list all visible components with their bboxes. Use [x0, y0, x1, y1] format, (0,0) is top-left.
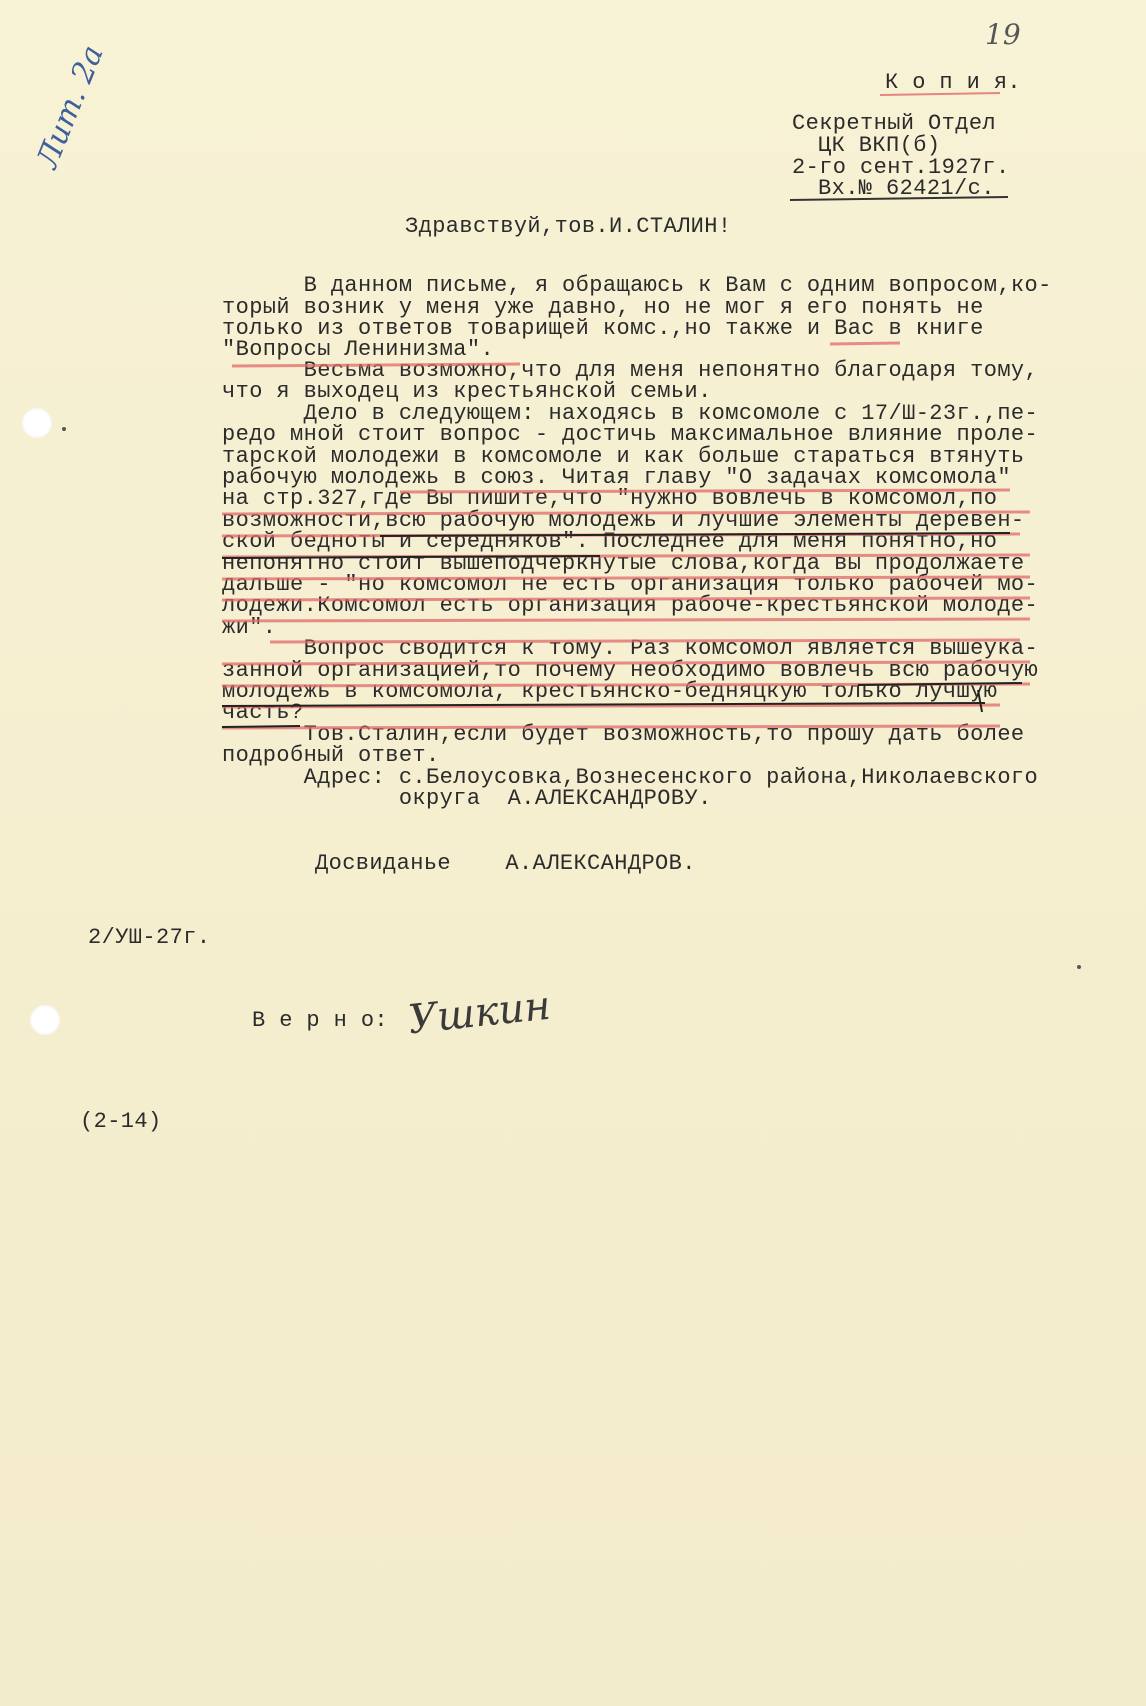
body-line: ской бедноты и середняков". Последнее для меня понятно,но [222, 529, 998, 554]
body-line: дальше - "но комсомол не есть организация только рабочей мо- [222, 572, 1039, 597]
punch-hole-bottom [30, 1005, 60, 1035]
page-number: 19 [985, 18, 1021, 51]
body-line: Тов.Сталин,если будет возможность,то прошу дать более [222, 722, 1025, 747]
red-underline [830, 343, 900, 344]
body-line: Адрес: с.Белоусовка,Вознесенского района,Николаевского [222, 765, 1039, 790]
body-line: жи". [222, 615, 277, 640]
copy-label: К о п и я. [885, 70, 1022, 95]
body-line: Весьма возможно,что для меня непонятно благодаря тому, [222, 358, 1039, 383]
punch-hole-top [22, 408, 52, 438]
file-code: (2-14) [80, 1109, 162, 1134]
body-line: на стр.327,где Вы пишите,что "нужно вовлечь в комсомол,по [222, 486, 998, 511]
body-line: рабочую молодежь в союз. Читая главу "О задачах комсомола" [222, 465, 1011, 490]
body-line: возможности,всю рабочую молодежь и лучшие элементы деревен- [222, 508, 1025, 533]
body-line: "Вопросы Ленинизма". [222, 337, 495, 362]
body-line: тарской молодежи в комсомоле и как больше стараться втянуть [222, 444, 1025, 469]
body-line: торый возник у меня уже давно, но не мог я его понять не [222, 295, 984, 320]
ink-speck [1077, 965, 1081, 969]
greeting: Здравствуй,тов.И.СТАЛИН! [405, 214, 732, 239]
body-line: подробный ответ. [222, 743, 440, 768]
ink-speck [62, 427, 66, 431]
body-line: округа А.АЛЕКСАНДРОВУ. [222, 786, 712, 811]
body-line: часть? [222, 700, 304, 725]
margin-scribble: Лит. 2а [30, 40, 111, 174]
body-line: редо мной стоит вопрос - достичь максимальное влияние проле- [222, 422, 1039, 447]
certification-label: В е р н о: [252, 1008, 389, 1033]
department-name: Секретный Отдел [792, 111, 997, 136]
body-line: занной организацией,то почему необходимо вовлечь всю рабочую [222, 658, 1039, 683]
body-line: Вопрос сводится к тому. Раз комсомол является вышеука- [222, 636, 1039, 661]
registration-date: 2-го сент.1927г. [792, 155, 1010, 180]
red-underline [222, 619, 1030, 621]
closing-signature: Досвиданье А.АЛЕКСАНДРОВ. [315, 851, 696, 876]
body-line: Дело в следующем: находясь в комсомоле с 17/Ш-23г.,пе- [222, 401, 1039, 426]
body-line: молодежь в комсомола, крестьянско-бедняцкую только лучшую [222, 679, 998, 704]
red-underline [222, 705, 1000, 707]
body-line: В данном письме, я обращаюсь к Вам с одним вопросом,ко- [222, 273, 1052, 298]
body-line: лодежи.Комсомол есть организация рабоче-крестьянской молоде- [222, 593, 1039, 618]
body-line: непонятно стоит вышеподчеркнутые слова,когда вы продолжаете [222, 551, 1025, 576]
letter-date: 2/УШ-27г. [88, 925, 211, 950]
department-unit: ЦК ВКП(б) [818, 133, 941, 158]
incoming-number: Вх.№ 62421/с. [818, 176, 995, 201]
certification-signature: Ушкин [405, 982, 553, 1044]
body-line: только из ответов товарищей комс.,но также и Вас в книге [222, 316, 984, 341]
body-line: что я выходец из крестьянской семьи. [222, 379, 712, 404]
